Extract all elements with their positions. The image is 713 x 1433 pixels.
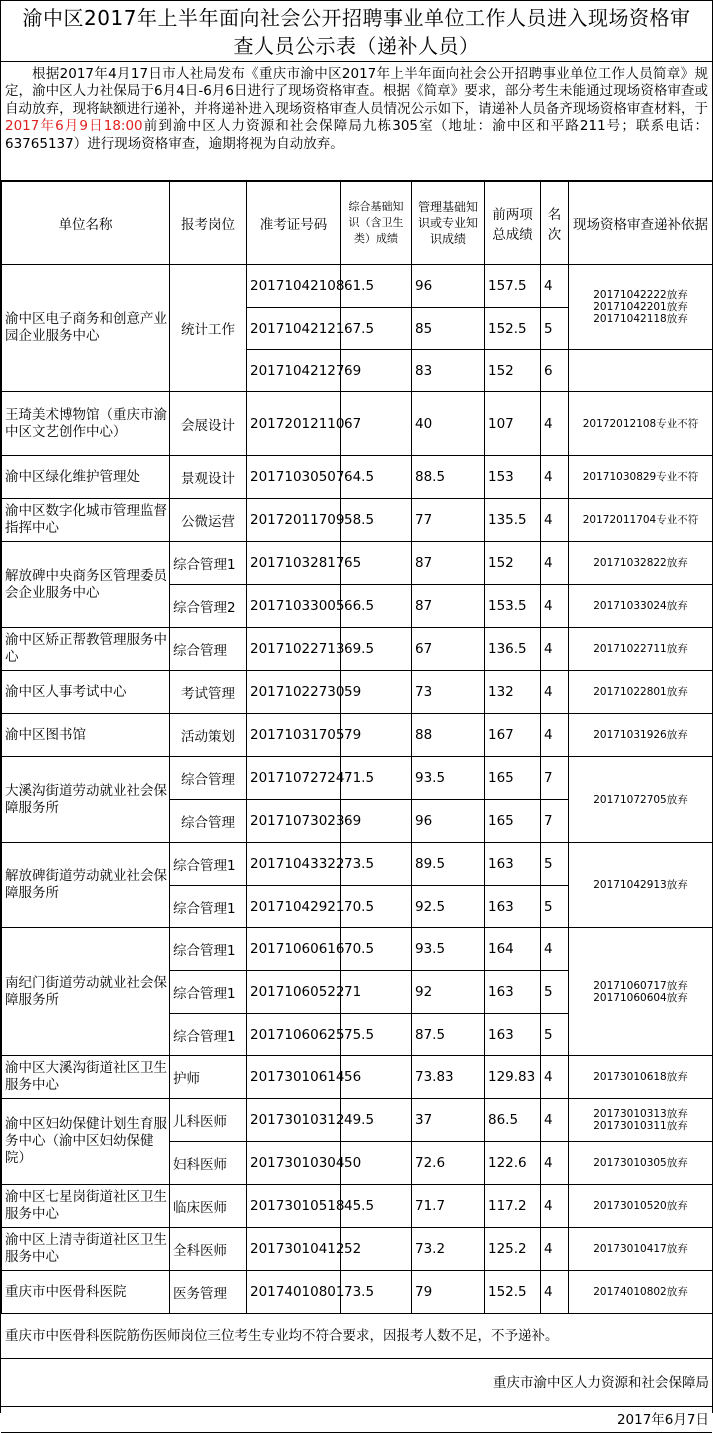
table-row xyxy=(2,1228,713,1271)
unit-cell: 渝中区数字化城市管理监督指挥中心 xyxy=(2,499,170,542)
score2-cell: 88.5 xyxy=(412,456,485,499)
post-cell: 临床医师 xyxy=(170,1185,247,1228)
total-cell: 152 xyxy=(485,350,541,392)
post-cell: 综合管理 xyxy=(170,800,247,843)
total-cell: 167 xyxy=(485,714,541,757)
ticket-cell: 20173010614 xyxy=(247,1056,341,1099)
ticket-cell: 20171060625 xyxy=(247,1014,341,1056)
score1-cell: 69 xyxy=(341,350,412,392)
rank-cell: 6 xyxy=(541,350,569,392)
post-cell: 儿科医师 xyxy=(170,1099,247,1142)
score1-cell: 56 xyxy=(341,1056,412,1099)
basis-cell: 20171030829专业不符 xyxy=(569,456,713,499)
intro-text: 根据2017年4月17日市人社局发布《重庆市渝中区2017年上半年面向社会公开招聘事业单位工作人员简章》规定，渝中区人力社保局于6月4日-6月6日进行了现场资格审查。根据《简章》要求，部分考生未能通过现场资格审查或自动放弃，现将缺额进行递补，并将递补进入现场资格审查人员情况公示如下，请递补人员备齐现场资格审查材料，于 xyxy=(5,66,708,117)
unit-cell: 王琦美术博物馆（重庆市渝中区文艺创作中心） xyxy=(2,392,170,456)
score2-cell: 92 xyxy=(412,971,485,1014)
score2-cell: 87 xyxy=(412,542,485,585)
basis-cell: 20171022801放弃 xyxy=(569,671,713,714)
score2-cell: 37 xyxy=(412,1099,485,1142)
rank-cell: 5 xyxy=(541,843,569,886)
score2-cell: 73.2 xyxy=(412,1228,485,1271)
table-row xyxy=(2,671,713,714)
rank-cell: 4 xyxy=(541,1099,569,1142)
title-line-1: 渝中区2017年上半年面向社会公开招聘事业单位工作人员进入现场资格审 xyxy=(22,6,691,30)
issuer-signoff: 重庆市渝中区人力资源和社会保障局 xyxy=(1,1359,712,1407)
score1-cell: 50 xyxy=(341,1142,412,1185)
rank-cell: 4 xyxy=(541,1228,569,1271)
deadline-highlight: 2017年6月9日18:00 xyxy=(5,118,143,135)
unit-cell: 渝中区妇幼保健计划生育服务中心（渝中区妇幼保健院） xyxy=(2,1099,170,1185)
score1-cell: 75.5 xyxy=(341,1014,412,1056)
ticket-cell: 20171072724 xyxy=(247,757,341,800)
score2-cell: 85 xyxy=(412,308,485,350)
header-basis: 现场资格审查递补依据 xyxy=(569,182,713,265)
score1-cell: 71.5 xyxy=(341,757,412,800)
intro-text-tail: 前到渝中区人力资源和社会保障局九栋305室（地址：渝中区和平路211号；联系电话：63765137）进行现场资格审查，逾期将视为自动放弃。 xyxy=(5,118,708,152)
page-title xyxy=(1,0,712,62)
post-cell: 护师 xyxy=(170,1056,247,1099)
rank-cell: 4 xyxy=(541,456,569,499)
basis-cell: 20173010305放弃 xyxy=(569,1142,713,1185)
score2-cell: 73.83 xyxy=(412,1056,485,1099)
total-cell: 163 xyxy=(485,886,541,928)
ticket-cell: 20171042121 xyxy=(247,308,341,350)
unit-cell: 解放碑街道劳动就业社会保障服务所 xyxy=(2,843,170,928)
total-cell: 153 xyxy=(485,456,541,499)
total-cell: 157.5 xyxy=(485,265,541,308)
basis-line: 20171060604放弃 xyxy=(593,991,688,1004)
total-cell: 165 xyxy=(485,800,541,843)
basis-cell: 20173010417放弃 xyxy=(569,1228,713,1271)
ticket-cell: 20171022713 xyxy=(247,628,341,671)
ticket-cell: 20171032817 xyxy=(247,542,341,585)
score2-cell: 71.7 xyxy=(412,1185,485,1228)
score1-cell: 59 xyxy=(341,671,412,714)
ticket-cell: 20173010312 xyxy=(247,1099,341,1142)
score1-cell: 70.5 xyxy=(341,886,412,928)
score1-cell: 52 xyxy=(341,1228,412,1271)
score1-cell: 49.5 xyxy=(341,1099,412,1142)
rank-cell: 7 xyxy=(541,757,569,800)
header-total: 前两项总成绩 xyxy=(485,182,541,265)
ticket-cell: 20171022730 xyxy=(247,671,341,714)
ticket-cell: 20173010518 xyxy=(247,1185,341,1228)
ticket-cell: 20174010801 xyxy=(247,1271,341,1314)
ticket-cell: 20173010304 xyxy=(247,1142,341,1185)
unit-cell: 渝中区七星岗街道社区卫生服务中心 xyxy=(2,1185,170,1228)
basis-line: 20171042222放弃 xyxy=(593,289,688,301)
post-cell: 统计工作 xyxy=(170,265,247,392)
score2-cell: 92.5 xyxy=(412,886,485,928)
ticket-cell: 20171042127 xyxy=(247,350,341,392)
post-cell: 妇科医师 xyxy=(170,1142,247,1185)
unit-cell: 南纪门街道劳动就业社会保障服务所 xyxy=(2,928,170,1056)
table-row xyxy=(2,757,713,800)
post-cell: 综合管理 xyxy=(170,757,247,800)
ticket-cell: 20172012110 xyxy=(247,392,341,456)
ticket-cell: 20171060616 xyxy=(247,928,341,971)
post-cell: 综合管理1 xyxy=(170,971,247,1014)
post-cell: 综合管理1 xyxy=(170,843,247,886)
rank-cell: 4 xyxy=(541,499,569,542)
post-cell: 综合管理 xyxy=(170,628,247,671)
score2-cell: 87.5 xyxy=(412,1014,485,1056)
ticket-cell: 20171030507 xyxy=(247,456,341,499)
score2-cell: 79 xyxy=(412,1271,485,1314)
total-cell: 117.2 xyxy=(485,1185,541,1228)
rank-cell: 5 xyxy=(541,971,569,1014)
basis-cell: 20171033024放弃 xyxy=(569,585,713,628)
total-cell: 152 xyxy=(485,542,541,585)
table-header-row xyxy=(2,182,713,265)
issue-date: 2017年6月7日 xyxy=(1,1407,712,1433)
table-row xyxy=(2,542,713,585)
header-unit: 单位名称 xyxy=(2,182,170,265)
ticket-cell: 20171042108 xyxy=(247,265,341,308)
footnote: 重庆市中医骨科医院筋伤医师岗位三位考生专业均不符合要求，因报考人数不足，不予递补。 xyxy=(1,1314,712,1359)
basis-cell: 20172012108专业不符 xyxy=(569,392,713,456)
basis-line: 20173010311放弃 xyxy=(593,1120,688,1132)
table-row xyxy=(2,1271,713,1314)
rank-cell: 4 xyxy=(541,585,569,628)
score1-cell: 69 xyxy=(341,800,412,843)
basis-cell: 20174010802放弃 xyxy=(569,1271,713,1314)
rank-cell: 4 xyxy=(541,1056,569,1099)
table-row xyxy=(2,714,713,757)
table-row xyxy=(2,928,713,971)
ticket-cell: 20171042921 xyxy=(247,886,341,928)
unit-cell: 渝中区绿化维护管理处 xyxy=(2,456,170,499)
score2-cell: 72.6 xyxy=(412,1142,485,1185)
ticket-cell: 20171033005 xyxy=(247,585,341,628)
table-row xyxy=(2,456,713,499)
score2-cell: 77 xyxy=(412,499,485,542)
rank-cell: 4 xyxy=(541,928,569,971)
unit-cell: 大溪沟街道劳动就业社会保障服务所 xyxy=(2,757,170,843)
post-cell: 综合管理1 xyxy=(170,542,247,585)
title-line-2: 查人员公示表（递补人员） xyxy=(233,34,480,58)
unit-cell: 渝中区人事考试中心 xyxy=(2,671,170,714)
score1-cell: 67 xyxy=(341,392,412,456)
rank-cell: 4 xyxy=(541,265,569,308)
score2-cell: 83 xyxy=(412,350,485,392)
intro-paragraph xyxy=(1,62,712,181)
rank-cell: 5 xyxy=(541,1014,569,1056)
total-cell: 135.5 xyxy=(485,499,541,542)
rank-cell: 4 xyxy=(541,1142,569,1185)
ticket-cell: 20171043322 xyxy=(247,843,341,886)
rank-cell: 4 xyxy=(541,1271,569,1314)
score2-cell: 88 xyxy=(412,714,485,757)
score1-cell: 73.5 xyxy=(341,1271,412,1314)
header-ticket: 准考证号码 xyxy=(247,182,341,265)
unit-cell: 渝中区上清寺街道社区卫生服务中心 xyxy=(2,1228,170,1271)
score2-cell: 93.5 xyxy=(412,928,485,971)
score2-cell: 89.5 xyxy=(412,843,485,886)
basis-line: 20171042118放弃 xyxy=(593,313,688,325)
basis-cell: 20171032822放弃 xyxy=(569,542,713,585)
post-cell: 公微运营 xyxy=(170,499,247,542)
header-score2: 管理基础知识或专业知识成绩 xyxy=(412,182,485,265)
total-cell: 152.5 xyxy=(485,1271,541,1314)
total-cell: 164 xyxy=(485,928,541,971)
post-cell: 景观设计 xyxy=(170,456,247,499)
unit-cell: 渝中区大溪沟街道社区卫生服务中心 xyxy=(2,1056,170,1099)
total-cell: 153.5 xyxy=(485,585,541,628)
score2-cell: 67 xyxy=(412,628,485,671)
score2-cell: 73 xyxy=(412,671,485,714)
header-rank: 名次 xyxy=(541,182,569,265)
ticket-cell: 20171073023 xyxy=(247,800,341,843)
rank-cell: 7 xyxy=(541,800,569,843)
rank-cell: 4 xyxy=(541,671,569,714)
basis-cell: 20171072705放弃 xyxy=(569,757,713,843)
post-cell: 综合管理1 xyxy=(170,928,247,971)
ticket-cell: 20171031705 xyxy=(247,714,341,757)
basis-cell: 20173010618放弃 xyxy=(569,1056,713,1099)
total-cell: 163 xyxy=(485,971,541,1014)
basis-cell xyxy=(569,928,713,1056)
table-row xyxy=(2,265,713,308)
score1-cell: 79 xyxy=(341,714,412,757)
unit-cell: 重庆市中医骨科医院 xyxy=(2,1271,170,1314)
basis-line: 20171060717放弃 xyxy=(593,979,688,992)
table-row xyxy=(2,1099,713,1142)
ticket-cell: 20172011709 xyxy=(247,499,341,542)
unit-cell: 解放碑中央商务区管理委员会企业服务中心 xyxy=(2,542,170,628)
total-cell: 163 xyxy=(485,843,541,886)
table-row xyxy=(2,843,713,886)
total-cell: 165 xyxy=(485,757,541,800)
score2-cell: 93.5 xyxy=(412,757,485,800)
total-cell: 86.5 xyxy=(485,1099,541,1142)
table-row xyxy=(2,392,713,456)
total-cell: 129.83 xyxy=(485,1056,541,1099)
ticket-cell: 20171060522 xyxy=(247,971,341,1014)
basis-cell: 20173010520放弃 xyxy=(569,1185,713,1228)
table-row xyxy=(2,1185,713,1228)
rank-cell: 4 xyxy=(541,1185,569,1228)
total-cell: 163 xyxy=(485,1014,541,1056)
unit-cell: 渝中区图书馆 xyxy=(2,714,170,757)
basis-line: 20171042201放弃 xyxy=(593,301,688,313)
score1-cell: 69.5 xyxy=(341,628,412,671)
total-cell: 136.5 xyxy=(485,628,541,671)
rank-cell: 4 xyxy=(541,628,569,671)
score1-cell: 71 xyxy=(341,971,412,1014)
score1-cell: 73.5 xyxy=(341,843,412,886)
header-post: 报考岗位 xyxy=(170,182,247,265)
score1-cell: 65 xyxy=(341,542,412,585)
ticket-cell: 20173010412 xyxy=(247,1228,341,1271)
post-cell: 活动策划 xyxy=(170,714,247,757)
rank-cell: 4 xyxy=(541,542,569,585)
unit-cell: 渝中区电子商务和创意产业园企业服务中心 xyxy=(2,265,170,392)
score1-cell: 64.5 xyxy=(341,456,412,499)
rank-cell: 5 xyxy=(541,886,569,928)
post-cell: 综合管理1 xyxy=(170,1014,247,1056)
post-cell: 全科医师 xyxy=(170,1228,247,1271)
score2-cell: 96 xyxy=(412,800,485,843)
total-cell: 125.2 xyxy=(485,1228,541,1271)
rank-cell: 4 xyxy=(541,392,569,456)
basis-cell: 20171031926放弃 xyxy=(569,714,713,757)
score1-cell: 61.5 xyxy=(341,265,412,308)
score1-cell: 70.5 xyxy=(341,928,412,971)
total-cell: 122.6 xyxy=(485,1142,541,1185)
basis-cell-empty xyxy=(569,350,713,392)
post-cell: 综合管理2 xyxy=(170,585,247,628)
score1-cell: 45.5 xyxy=(341,1185,412,1228)
score1-cell: 66.5 xyxy=(341,585,412,628)
candidate-table xyxy=(1,181,713,1314)
total-cell: 152.5 xyxy=(485,308,541,350)
total-cell: 107 xyxy=(485,392,541,456)
post-cell: 考试管理 xyxy=(170,671,247,714)
table-row xyxy=(2,1056,713,1099)
table-row xyxy=(2,499,713,542)
post-cell: 综合管理1 xyxy=(170,886,247,928)
total-cell: 132 xyxy=(485,671,541,714)
basis-cell xyxy=(569,265,713,350)
basis-cell: 20172011704专业不符 xyxy=(569,499,713,542)
post-cell: 医务管理 xyxy=(170,1271,247,1314)
header-score1: 综合基础知识（含卫生类）成绩 xyxy=(341,182,412,265)
basis-cell: 20171042913放弃 xyxy=(569,843,713,928)
score1-cell: 58.5 xyxy=(341,499,412,542)
post-cell: 会展设计 xyxy=(170,392,247,456)
rank-cell: 4 xyxy=(541,714,569,757)
score2-cell: 40 xyxy=(412,392,485,456)
basis-line: 20173010313放弃 xyxy=(593,1108,688,1120)
table-row xyxy=(2,628,713,671)
score2-cell: 87 xyxy=(412,585,485,628)
score2-cell: 96 xyxy=(412,265,485,308)
unit-cell: 渝中区矫正帮教管理服务中心 xyxy=(2,628,170,671)
rank-cell: 5 xyxy=(541,308,569,350)
basis-cell: 20171022711放弃 xyxy=(569,628,713,671)
score1-cell: 67.5 xyxy=(341,308,412,350)
basis-cell xyxy=(569,1099,713,1142)
